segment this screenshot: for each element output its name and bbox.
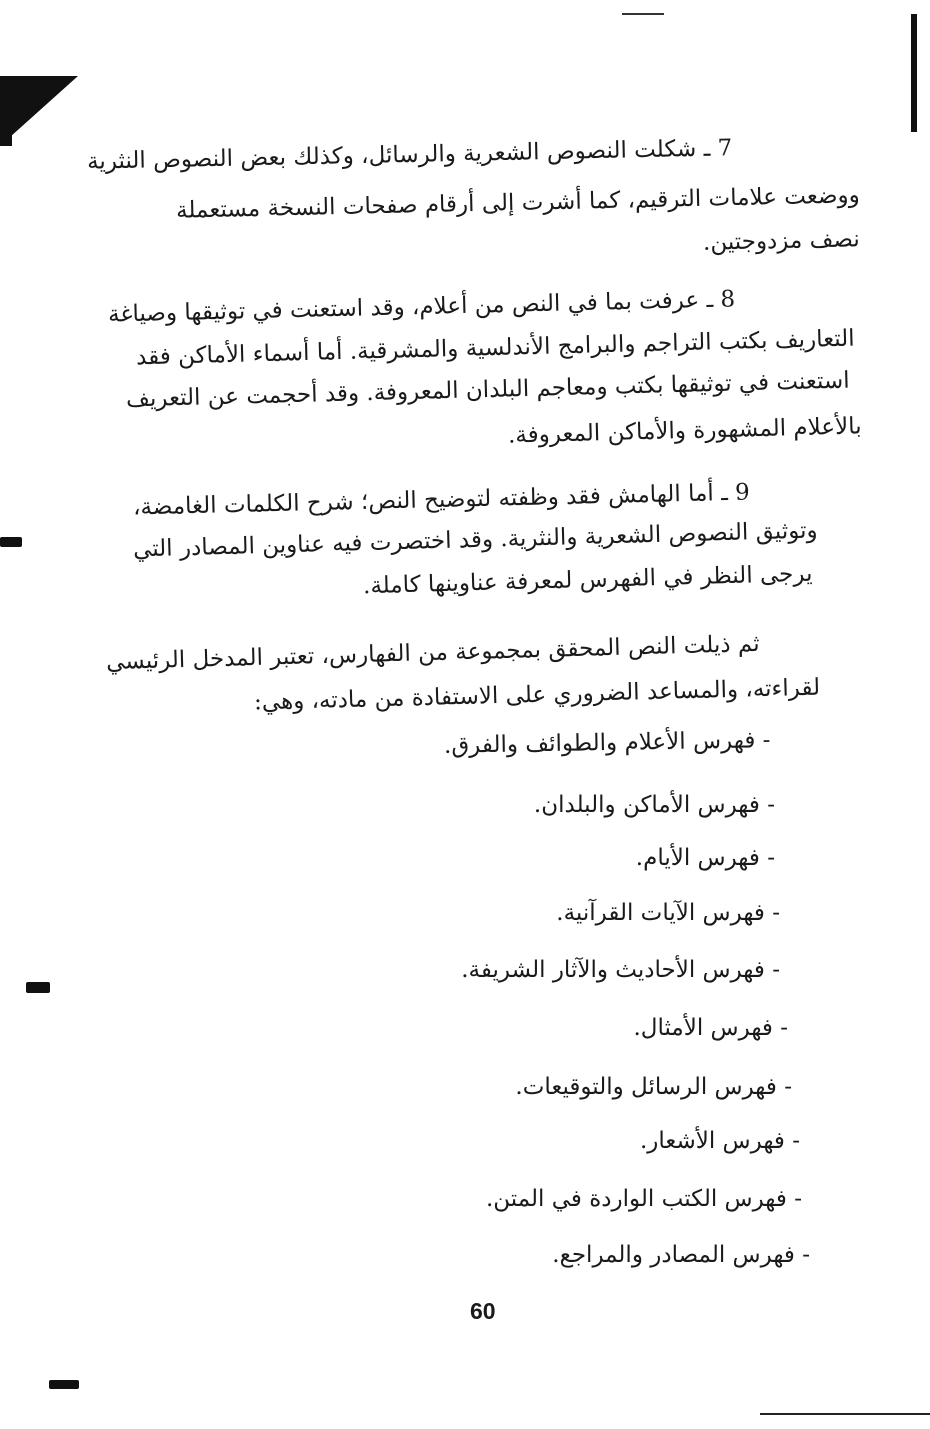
page-number: 60	[470, 1298, 496, 1324]
closing-paragraph-line-1: ثم ذيلت النص المحقق بمجموعة من الفهارس، تعتبر المدخل الرئيسي	[106, 630, 761, 676]
index-list-item: - فهرس الأعلام والطوائف والفرق.	[443, 727, 771, 759]
index-list-item: - فهرس الأشعار.	[639, 1128, 800, 1154]
index-list-item: - فهرس الأيام.	[635, 845, 775, 871]
paragraph-7-line-2: ووضعت علامات الترقيم، كما أشرت إلى أرقام صفحات النسخة مستعملة	[176, 182, 861, 224]
index-list-item: - فهرس الآيات القرآنية.	[556, 900, 780, 926]
index-list-item: - فهرس الأحاديث والآثار الشريفة.	[461, 957, 780, 983]
paragraph-7-line-3: نصف مزدوجتين.	[702, 226, 861, 256]
corner-stub-mark	[0, 128, 12, 146]
index-list-item: - فهرس الكتب الواردة في المتن.	[485, 1186, 802, 1212]
index-list-item: - فهرس الأماكن والبلدان.	[533, 792, 775, 818]
closing-paragraph-line-2: لقراءته، والمساعد الضروري على الاستفادة من مادته، وهي:	[253, 674, 821, 716]
paragraph-7-line-1: 7 ـ شكلت النصوص الشعرية والرسائل، وكذلك بعض النصوص النثرية	[86, 135, 733, 175]
margin-blot	[26, 982, 50, 993]
index-list-item: - فهرس الرسائل والتوقيعات.	[515, 1074, 792, 1100]
paragraph-8-line-3: استعنت في توثيقها بكتب ومعاجم البلدان المعروفة. وقد أحجمت عن التعريف	[126, 367, 851, 413]
paragraph-9-line-2: وتوثيق النصوص الشعرية والنثرية. وقد اختصرت فيه عناوين المصادر التي	[133, 517, 819, 563]
index-list-item: - فهرس المصادر والمراجع.	[552, 1242, 810, 1268]
paragraph-8-line-4: بالأعلام المشهورة والأماكن المعروفة.	[508, 413, 863, 449]
index-list-item: - فهرس الأمثال.	[633, 1015, 788, 1041]
paragraph-8-line-2: التعاريف بكتب التراجم والبرامج الأندلسية والمشرقية. أما أسماء الأماكن فقد	[136, 325, 856, 371]
top-rule-mark	[622, 13, 664, 15]
bottom-rule-mark	[760, 1413, 930, 1415]
paragraph-9-line-3: يرجى النظر في الفهرس لمعرفة عناوينها كاملة.	[362, 560, 813, 600]
paragraph-8-line-1: 8 ـ عرفت بما في النص من أعلام، وقد استعنت في توثيقها وصياغة	[107, 286, 736, 328]
right-edge-bar	[911, 14, 917, 132]
margin-blot	[0, 537, 22, 547]
margin-blot	[49, 1380, 79, 1389]
paragraph-9-line-1: 9 ـ أما الهامش فقد وظفته لتوضيح النص؛ شرح الكلمات الغامضة،	[132, 479, 751, 521]
